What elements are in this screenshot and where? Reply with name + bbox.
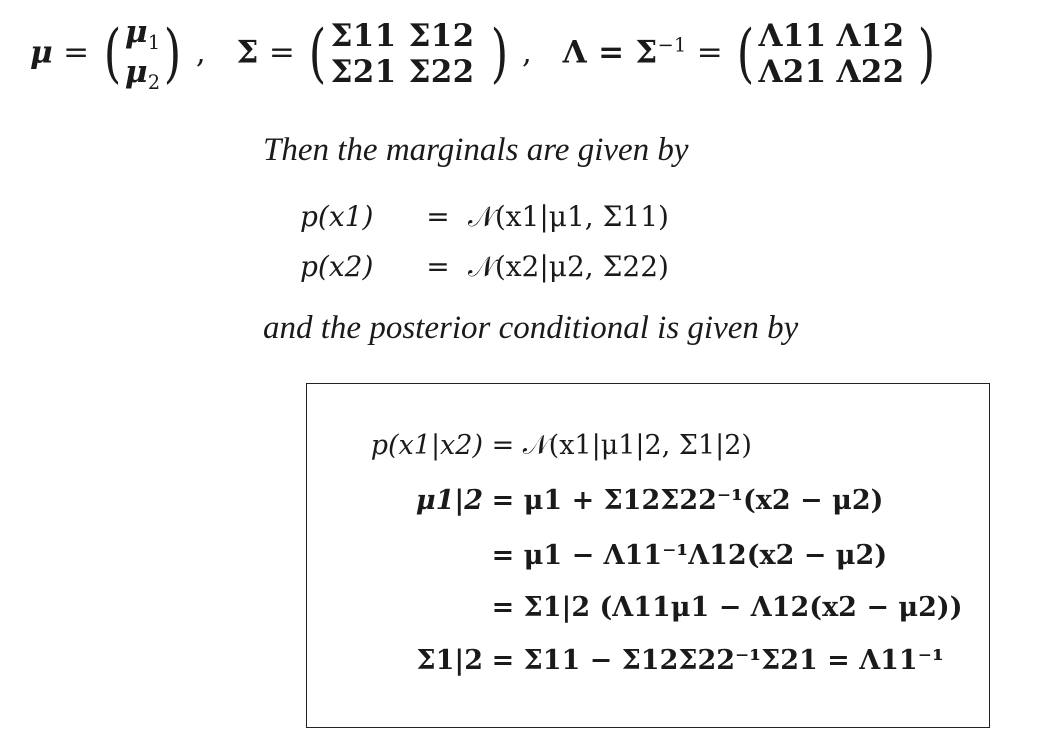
posterior-mean-equation-alt-2: = Σ1|2 (Λ11μ1 − Λ12(x2 − μ2)) bbox=[491, 592, 963, 623]
mu-symbol: μ bbox=[30, 34, 53, 71]
lambda-symbol: Λ = Σ bbox=[562, 34, 658, 71]
sigma-symbol: Σ bbox=[236, 34, 259, 71]
posterior-mean-equation: μ1|2 = μ1 + Σ12Σ22⁻¹(x2 − μ2) bbox=[415, 485, 884, 516]
marginal-equation-2: p(x2) = 𝒩(x2|μ2, Σ22) bbox=[300, 250, 669, 283]
posterior-covariance-equation: Σ1|2 = Σ11 − Σ12Σ22⁻¹Σ21 = Λ11⁻¹ bbox=[416, 645, 944, 676]
marginal-equation-1: p(x1) = 𝒩(x1|μ1, Σ11) bbox=[300, 200, 669, 233]
sigma-matrix: Σ11 Σ12 Σ21 Σ22 bbox=[330, 18, 475, 91]
posterior-equation-1: p(x1|x2) = 𝒩(x1|μ1|2, Σ1|2) bbox=[370, 430, 752, 461]
marginals-intro-text: Then the marginals are given by bbox=[263, 132, 689, 168]
lambda-matrix: Λ11 Λ12 Λ21 Λ22 bbox=[758, 18, 905, 91]
definitions-equation: μ = ( $\mu_1$ $\mu_2$ ) , Σ = ( Σ11 Σ12 Σ21 Σ22 ) , $\Lambda = \Sigma^{-1}$ = ( Λ11 Λ12 Λ21 Λ22 ) bbox=[30, 14, 936, 95]
posterior-intro-text: and the posterior conditional is given by bbox=[263, 310, 799, 346]
posterior-mean-equation-alt-1: = μ1 − Λ11⁻¹Λ12(x2 − μ2) bbox=[491, 540, 888, 571]
mu-vector: $\mu_1$ $\mu_2$ bbox=[124, 14, 161, 95]
